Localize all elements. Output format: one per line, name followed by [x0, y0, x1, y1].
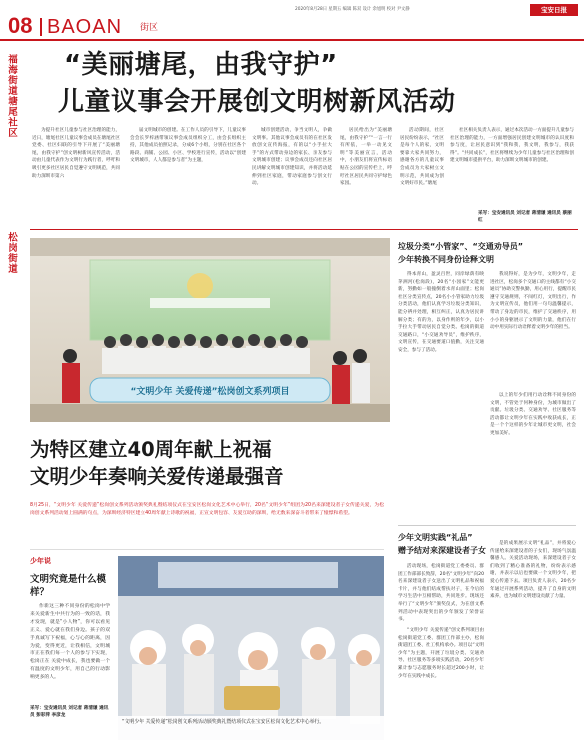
story5-kicker: 少年文明实践“礼品”	[398, 533, 473, 542]
story1-col-1: 为提升社区儿童参与社区治理的能力，近日，塘尾社区儿童议事会成员在塘尾社区党委、社区妇联的引导下开展了“美丽塘尾，由我守护”创文明树新风宣传活动，活动由儿童代表作为文明行为践行者，呼吁和吸引更多社区居民自觉遵守文明规范，共同助力深圳市第六	[32, 128, 120, 179]
story1-col-4: 居民给出为“美丽塘尾，由我守护”“一言一行有所依，一举一动见文明”等美丽宣言，活动中，小朋友们将宣传标语贴在公园的宣传栏上，呼吁社区居民共同守护绿色家园。	[340, 128, 392, 187]
story1-credit: 采写：宝安通讯员 刘记者 蒋清谦 通讯员 蔡丽红	[478, 211, 572, 223]
story1-col-5: 活动期间，社区居民纷纷表示，“社区是每个人的家，文明要靠大家共同努力，感谢各方的儿童议事会成员为大家树立文明示范，共同成为创文明好市民。”塘尾	[400, 128, 444, 187]
photo2-caption: “文明少年 关爱传递”松岗创文系列活动颁奖典礼暨结项仪式在宝安区松岗文化艺术中心举行。	[122, 719, 325, 725]
event-photo-group	[30, 238, 390, 422]
story4-col-1: 得本青山，盈灵百世，同岸绿荫有映茅洲河(松岗段)，20名“小园家”文能更新，努勤如一般撞倒着水青山面里；松岗社区分类宣传点，20名小小管家助力垃圾分类活动，他们认真学习垃圾分类知识，能分辨并处理，相互纠正，认真为居民讲解分类；有的为，以身作则的年少，以小手拉大手带动居民自觉分类。松岗的街道交通路口，“小交通劝导员”，维护秩序，文明宣传，在交通要道口值勤，关注交通安全，参与了活动。	[398, 272, 484, 353]
story5-headline: 赠予结对来深建设者子女	[398, 546, 486, 555]
story4-col-3: 以上的年少们用行动诠释不同身份的文明，不管处于何种身份，为城市做出了贡献。垃圾分类、交通劝导、社区服务等活动都让文明少年在实践中收获成长，正是一个个这样的少年让城市更文明，社会更加美好。	[490, 393, 576, 436]
photo1-banner-text: “文明少年 关爱传递”松岗创文系列项目	[130, 387, 290, 397]
story1-col-3: 城市创建活动，争当文明人，争做文明事。其他议事会成员有的在社区发放创文宣传海报，有的以“小手拉大手”的方式带动身边的家长、亲友参与文明城市创建；议事会成员还向社区居民讲解文明城市创建知识，并将活动延伸到社区家庭，带动家庭参与创文行动。	[252, 128, 332, 187]
section-bar	[40, 18, 42, 36]
story3-body: 作新这三种不同身份的松岗中学来关爱新生中共行为的一致的话，我才发现，就是“小人物”，你可以看见 正义、爱心就在我们身边。孩子的双手真诚写下祝福，心与心的距离，因为爱，变得更近，让我相信，文明城市正在我们每一个人的参与下实现，松岗正在 关爱中成长，我也要做一个有温度的文明少年，用自己的行动影响更多的人。	[30, 604, 110, 681]
story5-col-2: “文明少年 关爱传递”创文系列项目由松岗街道党工委、群团工作部主办，松岗街道团工委、社工机构承办。项目以“文明少年”为主题，开展了垃圾分类、交通劝导、社区服务等多项实践活动，20名少年累计参与志愿服务时长超过200小时，让少年在实践中成长。	[398, 628, 484, 679]
lede-divider	[30, 549, 384, 550]
story1-headline-2: 儿童议事会开展创文明树新风活动	[58, 87, 456, 117]
page-number: 08	[8, 13, 33, 38]
side-label-songgang: 松岗街道	[6, 232, 17, 274]
story5-col-3: 是的成果展示文明“礼品”，并将爱心传递给来深建设者的子女们，现场气氛温馨感人。关爱活动现场，来深建设者子女们收到了精心准备的礼物，纷纷表示感谢，并表示以后也要做一个文明少年，把爱心传递下去。项目负责人表示，20名少年通过开展系列活动，提升了自身的文明素养，也为城市文明建设贡献了力量。	[490, 541, 576, 600]
story3-tag: 少年说	[30, 557, 51, 565]
brand-logo: 宝安日报	[530, 4, 578, 16]
section-title-cn: 街区	[140, 23, 159, 33]
story1-col-2: 届文明城市的创建。在工作人员的引导下，儿童议事会会长罗梓涵带领议事会成员组织分工，由会长组织主持，其他成员拍照记录，分成6个小组，分别在社区各个路段、商铺、公园、小区、学校进行宣传，活动以“创建文明城市，人人都是参与者”为主题，	[130, 128, 246, 164]
story3-headline: 文明究竟是什么模样？	[30, 574, 107, 598]
story5-col-1: 活动现场，松岗街道党工委委员、群团工作部部长致辞，20名“文明少年”向20名来深建设者子女送出了文明礼品和祝福卡片，并与他们结成帮扶对子，在今后的学习生活中互相帮助，共同进步。现场还举行了“文明少年”颁奖仪式，为在创文系列活动中表现突出的少年颁发了荣誉证书。	[398, 564, 484, 623]
story1-col-6: 社区相关负责人表示，通过本次活动一方面提升儿童参与社区治理的能力，一方面增强居民创建文明城市的认识度和参与度，让居民意识到“我和我，我文明，我参与，我获得”。“共同成长”，社区将继续为少年儿童参与社区治理和创建文明城市提供平台，助力深圳文明城市的创建。	[450, 128, 574, 164]
story4-kicker: 垃圾分类“小管家”、“交通劝导员”	[398, 242, 524, 251]
story1-headline-1: “美丽塘尾，由我守护”	[64, 50, 338, 80]
event-photo-ceremony	[118, 556, 384, 740]
masthead-rule	[0, 39, 584, 41]
section-divider	[30, 229, 578, 230]
issue-meta: 2020年8月28日 星期五 编辑 陈双 设计 余旭明 校对 尹文静	[295, 7, 410, 12]
side-label-tangwei: 福海街道塘尾社区	[6, 54, 17, 138]
right-divider	[398, 525, 576, 526]
section-title-en: BAOAN	[47, 16, 123, 38]
story4-headline: 少年转换不同身份诠释文明	[398, 255, 494, 264]
story3-credit: 采写：宝安通讯员 刘记者 蒋清谦 通讯员 彭彩萍 李彦龙	[30, 706, 109, 718]
story2-lede: 8月25日，“文明少年 关爱传递”松岗创文系列活动颁奖典礼暨结项仪式在宝安区松岗文化艺术中心举行，20名“文明少年”组团为20名来深建设者子女传递关爱，为松岗创文系列活动划上圆满的句点，为深圳经济特区建立40周年献上诗歌的祝福，正宣文明包容、友爱互助的深圳，给无数来深奋斗者带来了憧憬和希望。	[30, 503, 384, 516]
story2-kicker: 为特区建立40周年献上祝福	[30, 438, 272, 461]
story2-headline: 文明少年奏响关爱传递最强音	[30, 465, 284, 488]
story4-col-2: 我说得好，是为少年，文明少年，走进社区，松岗多个交通口的主线都有“小交通员”协助交警执勤，用心用行，提醒市民遵守交通规则，不闯红灯，文明出行，作为文明宣传员，他们用一句句温馨提示，带动了身边的市民，维护了交通秩序，用小小的身躯展示了文明的力量，他们在行动中用实际行动诠释着文明少年的担当。	[490, 272, 576, 331]
